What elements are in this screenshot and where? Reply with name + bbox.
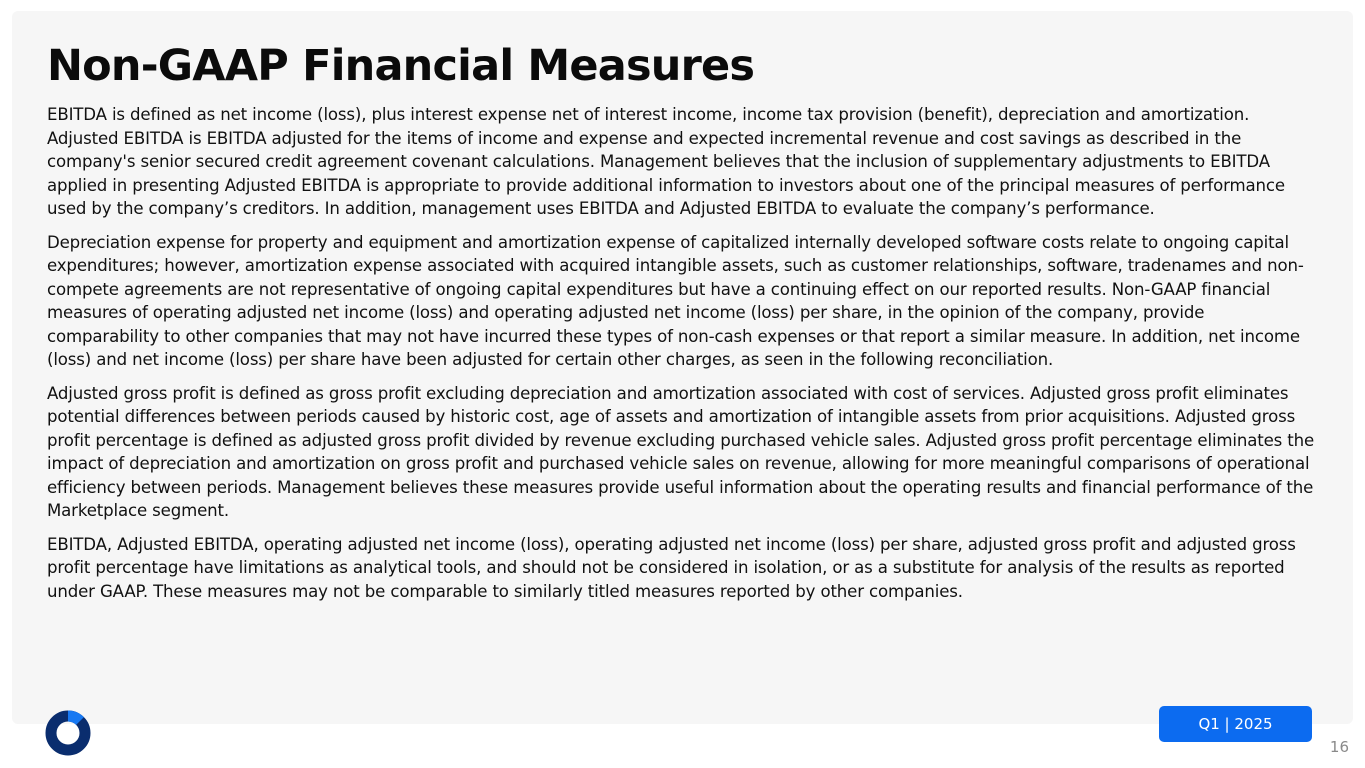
page-number: 16	[1329, 738, 1349, 756]
ring-logo-icon	[44, 709, 92, 757]
page-title: Non-GAAP Financial Measures	[47, 41, 755, 91]
paragraph-ebitda-definition: EBITDA is defined as net income (loss), plus interest expense net of interest income, income tax provision (benefit), depreciation and amortization. Adjusted EBITDA is EBITDA adjusted for the items of income and expense and expected incremental revenue and cost savings as described in the company's senior secured credit agreement covenant calculations. Management believes that the inclusion of supplementary adjustments to EBITDA applied in presenting Adjusted EBITDA is appropriate to provide additional information to investors about one of the principal measures of performance used by the company’s creditors. In addition, management uses EBITDA and Adjusted EBITDA to evaluate the company’s performance.	[47, 105, 1285, 218]
paragraph-limitations: EBITDA, Adjusted EBITDA, operating adjusted net income (loss), operating adjusted net income (loss) per share, adjusted gross profit and adjusted gross profit percentage have limitations as analytical tools, and should not be considered in isolation, or as a substitute for analysis of the results as reported under GAAP. These measures may not be comparable to similarly titled measures reported by other companies.	[47, 534, 1296, 601]
period-badge: Q1 | 2025	[1159, 706, 1312, 742]
paragraph-depreciation: Depreciation expense for property and equipment and amortization expense of capitalized internally developed software costs relate to ongoing capital expenditures; however, amortization expense associated with acquired intangible assets, such as customer relationships, software, tradenames and non-compete agreements are not representative of ongoing capital expenditures but have a continuing effect on our reported results. Non-GAAP financial measures of operating adjusted net income (loss) and operating adjusted net income (loss) per share, in the opinion of the company, provide comparability to other companies that may not have incurred these types of non-cash expenses or that report a similar measure. In addition, net income (loss) and net income (loss) per share have been adjusted for certain other charges, as seen in the following reconciliation.	[47, 232, 1304, 369]
paragraph-adjusted-gross-profit: Adjusted gross profit is defined as gross profit excluding depreciation and amortization associated with cost of services. Adjusted gross profit eliminates potential differences between periods caused by historic cost, age of assets and amortization of intangible assets from prior acquisitions. Adjusted gross profit percentage is defined as adjusted gross profit divided by revenue excluding purchased vehicle sales. Adjusted gross profit percentage eliminates the impact of depreciation and amortization on gross profit and purchased vehicle sales on revenue, allowing for more meaningful comparisons of operational efficiency between periods. Management believes these measures provide useful information about the operating results and financial performance of the Marketplace segment.	[47, 383, 1315, 520]
body-text	[47, 103, 1321, 613]
